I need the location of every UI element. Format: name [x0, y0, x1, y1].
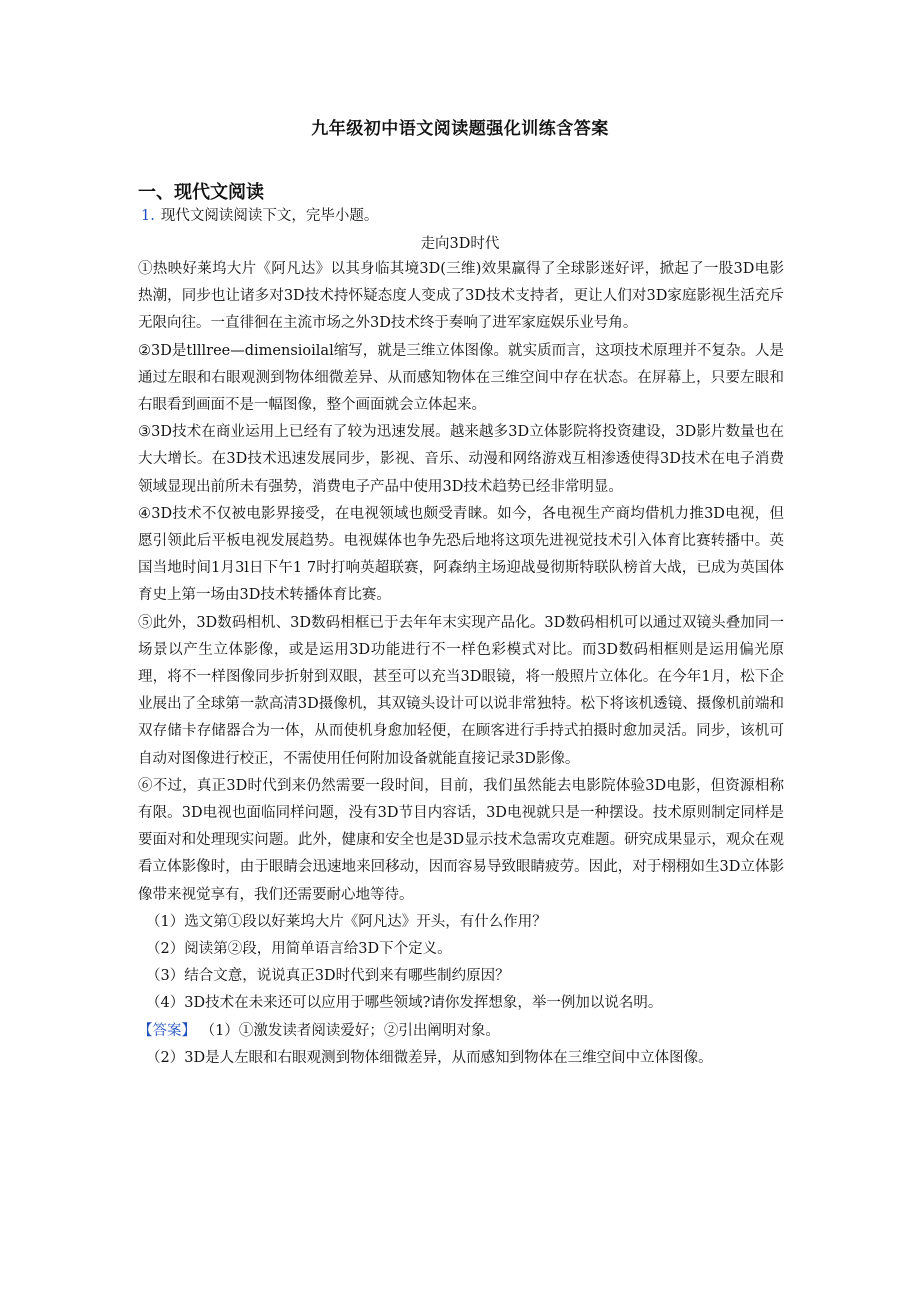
question-number: 1.	[141, 208, 155, 224]
section-heading: 一、现代文阅读	[138, 182, 264, 203]
passage-paragraph-3: ③3D技术在商业运用上已经有了较为迅速发展。越来越多3D立体影院将投资建设，3D影片数量也在大大增长。在3D技术迅速发展同步，影视、音乐、动漫和网络游戏互相渗透使得3D技术在电子消费领域显现出前所未有强势，消费电子产品中使用3D技术趋势已经非常明显。	[138, 424, 784, 495]
answer-line-1	[138, 1018, 784, 1045]
question-line	[141, 204, 378, 225]
answer-text-1: （1）①激发读者阅读爱好；②引出阐明对象。	[200, 1022, 500, 1039]
passage-paragraph-4: ④3D技术不仅被电影界接受，在电视领域也颇受青睐。如今，各电视生产商均借机力推3D电视，但愿引领此后平板电视发展趋势。电视媒体也争先恐后地将这项先进视觉技术引入体育比赛转播中。英国当地时间1月3l日下午1 7时打响英超联赛，阿森纳主场迎战曼彻斯特联队榜首大战，已成为英国体育史上第一场由3D技术转播体育比赛。	[138, 505, 784, 604]
sub-question-3: （3）结合文意，说说真正3D时代到来有哪些制约原因？	[146, 968, 510, 985]
passage-paragraph-6: ⑥不过，真正3D时代到来仍然需要一段时间，目前，我们虽然能去电影院体验3D电影，但资源相称有限。3D电视也面临同样问题，没有3D节目内容话，3D电视就只是一种摆设。技术原则制定同样是要面对和处理现实问题。此外，健康和安全也是3D显示技术急需攻克难题。研究成果显示，观众在观看立体影像时，由于眼睛会迅速地来回移动，因而容易导致眼睛疲劳。因此，对于栩栩如生3D立体影像带来视觉享有，我们还需要耐心地等待。	[138, 777, 784, 903]
sub-question-4: （4）3D技术在未来还可以应用于哪些领域?请你发挥想象，举一例加以说名明。	[146, 995, 663, 1012]
passage-title: 走向3D时代	[420, 236, 500, 252]
answer-line-2: （2）3D是人左眼和右眼观测到物体细微差异，从而感知到物体在三维空间中立体图像。	[146, 1049, 713, 1066]
passage-body	[138, 256, 784, 1072]
question-instruction: 现代文阅读阅读下文，完毕小题。	[160, 208, 379, 224]
sub-question-1: （1）选文第①段以好莱坞大片《阿凡达》开头，有什么作用？	[146, 913, 547, 930]
passage-paragraph-1: ①热映好莱坞大片《阿凡达》以其身临其境3D(三维)效果赢得了全球影迷好评，掀起了一股3D电影热潮，同步也让诸多对3D技术持怀疑态度人变成了3D技术支持者，更让人们对3D家庭影视生活充斥无限向往。一直徘徊在主流市场之外3D技术终于奏响了进军家庭娱乐业号角。	[138, 261, 784, 332]
passage-paragraph-2: ②3D是tlllree—dimensioilal缩写，就是三维立体图像。就实质而言，这项技术原理并不复杂。人是通过左眼和右眼观测到物体细微差异、从而感知物体在三维空间中存在状态。在屏幕上，只要左眼和右眼看到画面不是一幅图像，整个画面就会立体起来。	[138, 342, 784, 414]
sub-question-2: （2）阅读第②段，用简单语言给3D下个定义。	[146, 941, 452, 958]
document-title: 九年级初中语文阅读题强化训练含答案	[311, 119, 609, 139]
passage-paragraph-5: ⑤此外，3D数码相机、3D数码相框已于去年年末实现产品化。3D数码相机可以通过双镜头叠加同一场景以产生立体影像，或是运用3D功能进行不一样色彩模式对比。而3D数码相框则是运用偏光原理，将不一样图像同步折射到双眼，甚至可以充当3D眼镜，将一般照片立体化。在今年1月，松下企业展出了全球第一款高清3D摄像机，其双镜头设计可以说非常独特。松下将该机透镜、摄像机前端和双存储卡存储器合为一体，从而使机身愈加轻便，在顾客进行手持式拍摄时愈加灵活。同步，该机可自动对图像进行校正，不需使用任何附加设备就能直接记录3D影像。	[138, 614, 784, 767]
answer-tag: 【答案】	[138, 1022, 196, 1039]
